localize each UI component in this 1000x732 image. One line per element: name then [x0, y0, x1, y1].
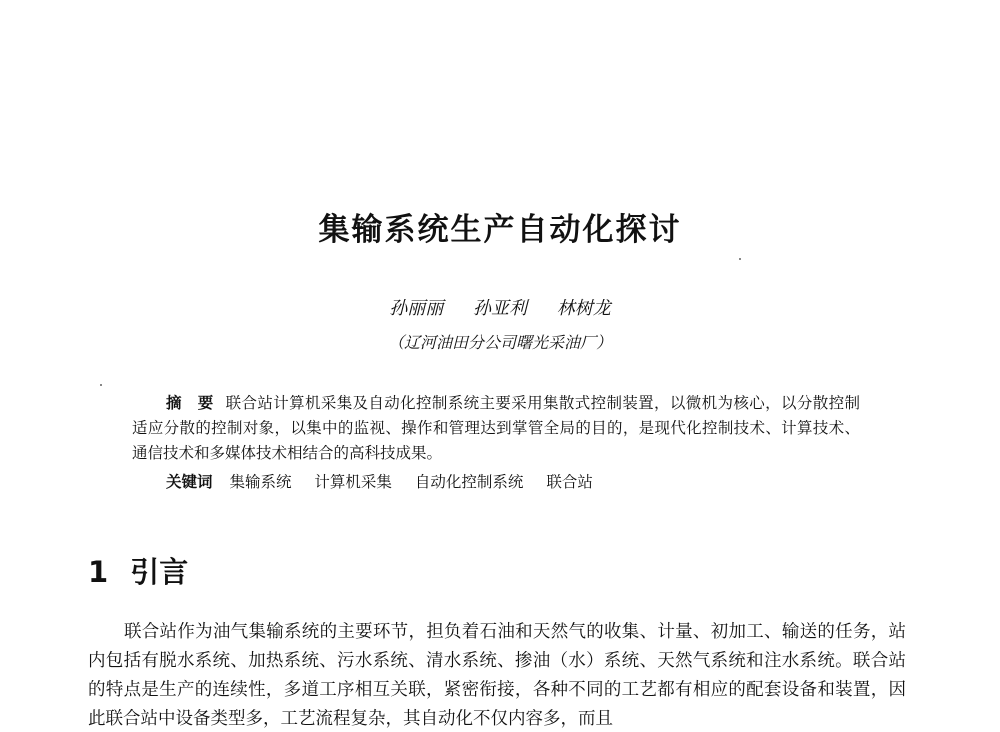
abstract-text: 联合站计算机采集及自动化控制系统主要采用集散式控制装置，以微机为核心，以分散控制适应分散的控制对象，以集中的监视、操作和管理达到掌管全局的目的，是现代化控制技术、计算技术、通信技术和多媒体技术相结合的高科技成果。: [132, 394, 860, 462]
section-number: 1: [88, 555, 109, 589]
keywords-label: 关键词: [166, 472, 213, 491]
scan-speck: [100, 384, 102, 386]
section-title: 引言: [130, 555, 189, 589]
body-text: [88, 618, 906, 732]
keywords-block: [166, 469, 611, 495]
body-paragraph: 联合站作为油气集输系统的主要环节，担负着石油和天然气的收集、计量、初加工、输送的任务，站内包括有脱水系统、加热系统、污水系统、清水系统、掺油（水）系统、天然气系统和注水系统。联合站的特点是生产的连续性，多道工序相互关联，紧密衔接，各种不同的工艺都有相应的配套设备和装置，因此联合站中设备类型多，工艺流程复杂，其自动化不仅内容多，而且: [88, 622, 906, 729]
author-name: 林树龙: [556, 298, 611, 319]
section-heading: [88, 552, 188, 592]
author-affiliation: （辽河油田分公司曙光采油厂）: [387, 333, 612, 352]
keyword: 联合站: [546, 473, 593, 491]
author-list: [0, 296, 1000, 322]
keyword: 计算机采集: [314, 473, 392, 491]
keyword: 自动化控制系统: [414, 473, 524, 491]
abstract-label: 摘 要: [166, 393, 214, 412]
scan-speck: [739, 258, 741, 260]
author-name: 孙丽丽: [389, 298, 444, 319]
abstract-block: [132, 390, 860, 466]
author-name: 孙亚利: [473, 298, 527, 319]
paper-title: 集输系统生产自动化探讨: [318, 212, 682, 248]
keyword: 集输系统: [229, 473, 292, 491]
